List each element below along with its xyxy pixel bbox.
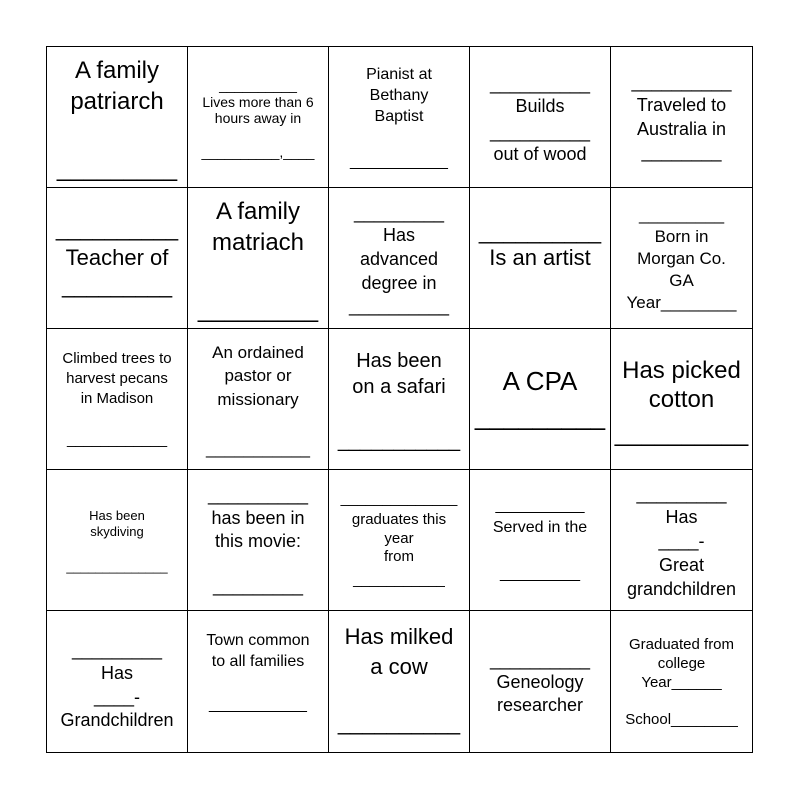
bingo-cell-r4-c0[interactable] <box>47 611 188 752</box>
cell-text-line: Served in the <box>492 519 588 536</box>
cell-blank-line: __________ <box>337 710 461 735</box>
cell-text-line: Traveled to <box>636 95 727 115</box>
bingo-cell-r3-c2[interactable] <box>329 470 470 611</box>
cell-blank-line: _________ <box>353 203 445 223</box>
cell-text-line: Has picked <box>622 357 741 384</box>
cell-text-line: An ordained <box>212 343 304 362</box>
bingo-cell-r2-c1[interactable] <box>188 329 329 470</box>
cell-text-line: Town common <box>206 632 310 649</box>
cell-blank-line: __________,____ <box>201 144 315 160</box>
cell-text-line: Has milked <box>344 624 454 649</box>
cell-text-line: skydiving <box>90 524 144 539</box>
cell-text-line: GA <box>669 271 694 290</box>
bingo-cell-r0-c0[interactable] <box>47 47 188 188</box>
cell-blank-line: __________ <box>495 497 585 514</box>
cell-blank-line: __________ <box>348 296 450 316</box>
bingo-cell-r0-c4[interactable] <box>611 47 752 188</box>
cell-text-line: patriarch <box>70 88 164 115</box>
cell-text-line: Has been <box>89 508 145 523</box>
cell-blank-line: ___________ <box>209 696 307 713</box>
bingo-cell-r0-c1[interactable] <box>188 47 329 188</box>
cell-blank-line: ______________ <box>340 490 458 507</box>
cell-text-line: Grandchildren <box>60 710 174 730</box>
cell-text-line: year <box>384 530 414 547</box>
bingo-cell-r1-c3[interactable] <box>470 188 611 329</box>
bingo-cell-r3-c0[interactable] <box>47 470 188 611</box>
cell-text-line: Bethany <box>369 87 429 104</box>
cell-text-line: Has <box>100 663 133 683</box>
cell-text-line: from <box>384 548 414 565</box>
cell-text-line: cotton <box>648 386 715 413</box>
cell-blank-line: ______________ <box>66 559 168 574</box>
cell-text-line: advanced <box>359 249 439 269</box>
cell-text-line: A family <box>74 57 160 84</box>
cell-text-line: degree in <box>361 273 437 293</box>
cell-text-line: A CPA <box>502 366 578 396</box>
cell-blank-line: __________ <box>207 485 309 505</box>
cell-text-line: Has <box>665 507 698 527</box>
cell-blank-line: __________ <box>489 122 591 142</box>
cell-text-line: Builds <box>515 96 565 116</box>
cell-text-line: Year______ <box>641 674 722 691</box>
cell-text-line: pastor or <box>224 366 292 385</box>
bingo-cell-r2-c4[interactable] <box>611 329 752 470</box>
cell-text-line: hours away in <box>214 110 302 126</box>
cell-text-line: a cow <box>370 654 428 679</box>
bingo-cell-r2-c0[interactable] <box>47 329 188 470</box>
bingo-board <box>46 46 753 753</box>
bingo-cell-r0-c3[interactable] <box>470 47 611 188</box>
cell-blank-line: __________ <box>478 219 602 244</box>
bingo-cell-r1-c4[interactable] <box>611 188 752 329</box>
cell-text-line: Has been <box>356 350 442 372</box>
cell-text-line: grandchildren <box>626 579 737 599</box>
cell-blank-line: _________ <box>71 640 163 660</box>
bingo-cell-r3-c1[interactable] <box>188 470 329 611</box>
cell-blank-line: _________ <box>61 273 173 298</box>
cell-blank-line: _________ <box>474 401 606 431</box>
cell-text-line: Morgan Co. <box>637 249 726 268</box>
cell-text-line: ____- <box>93 687 141 707</box>
cell-text-line: harvest pecans <box>66 370 168 387</box>
cell-text-line: Lives more than 6 <box>202 94 314 110</box>
cell-text-line: to all families <box>211 653 305 670</box>
cell-blank-line: _________ <box>197 296 319 323</box>
bingo-cell-r1-c0[interactable] <box>47 188 188 329</box>
bingo-cell-r3-c4[interactable] <box>611 470 752 611</box>
bingo-cell-r4-c3[interactable] <box>470 611 611 752</box>
cell-text-line: Climbed trees to <box>62 350 172 367</box>
cell-text-line: in Madison <box>80 390 154 407</box>
cell-blank-line: ___________ <box>353 571 445 588</box>
cell-blank-line: __________ <box>489 74 591 94</box>
bingo-cell-r3-c3[interactable] <box>470 470 611 611</box>
cell-blank-line: _________ <box>636 484 727 504</box>
cell-blank-line: __________ <box>219 77 297 93</box>
cell-blank-line: __________ <box>55 216 179 241</box>
cell-blank-line: __________ <box>631 72 732 92</box>
cell-text-line: School________ <box>625 711 738 728</box>
cell-blank-line: ________ <box>641 142 722 162</box>
bingo-cell-r0-c2[interactable] <box>329 47 470 188</box>
cell-text-line: Geneology <box>496 672 584 692</box>
cell-text-line: Is an artist <box>489 245 591 270</box>
cell-blank-line: ___________ <box>205 439 310 458</box>
cell-blank-line: _________ <box>499 565 581 582</box>
cell-text-line: ____- <box>658 531 705 551</box>
bingo-cell-r4-c4[interactable] <box>611 611 752 752</box>
cell-text-line: has been in <box>211 508 305 528</box>
cell-text-line: Australia in <box>636 119 727 139</box>
bingo-cell-r1-c1[interactable] <box>188 188 329 329</box>
cell-blank-line: __________ <box>489 650 591 670</box>
bingo-cell-r1-c2[interactable] <box>329 188 470 329</box>
cell-text-line: out of wood <box>493 144 587 164</box>
bingo-cell-r2-c3[interactable] <box>470 329 611 470</box>
cell-blank-line: ___________ <box>350 153 448 170</box>
cell-text-line: missionary <box>217 390 299 409</box>
cell-blank-line: Year________ <box>626 293 737 312</box>
cell-text-line: Great <box>658 555 705 575</box>
cell-text-line: Born in <box>654 227 709 246</box>
cell-blank-line: ___________ <box>337 430 461 452</box>
cell-blank-line: ____________ <box>66 431 168 448</box>
cell-text-line: Teacher of <box>65 245 169 270</box>
cell-blank-line: __________ <box>614 420 749 447</box>
cell-text-line: Baptist <box>374 108 424 125</box>
cell-text-line: on a safari <box>352 376 446 398</box>
cell-text-line: A family <box>215 198 301 225</box>
bingo-cell-r2-c2[interactable] <box>329 329 470 470</box>
cell-blank-line: _________ <box>638 205 725 224</box>
cell-blank-line: _________ <box>212 576 304 596</box>
cell-text-line: graduates this <box>351 511 447 528</box>
cell-text-line: researcher <box>496 695 584 715</box>
cell-text-line: this movie: <box>214 531 302 551</box>
cell-text-line: college <box>657 655 706 672</box>
bingo-cell-r4-c1[interactable] <box>188 611 329 752</box>
cell-text-line: Graduated from <box>628 636 735 653</box>
bingo-cell-r4-c2[interactable] <box>329 611 470 752</box>
cell-text-line: Pianist at <box>366 66 432 83</box>
cell-text-line: matriach <box>211 229 305 256</box>
cell-text-line: Has <box>382 225 415 245</box>
cell-blank-line: _________ <box>56 155 178 182</box>
